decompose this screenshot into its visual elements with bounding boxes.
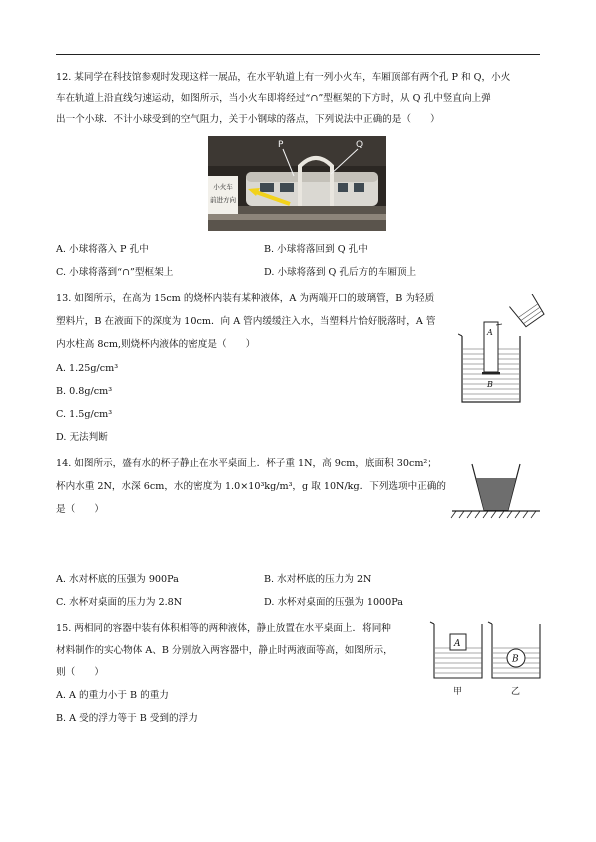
q13-label-a: A bbox=[487, 328, 493, 337]
q14-stem-line-1: 14. 如图所示，盛有水的杯子静止在水平桌面上．杯子重 1N，高 9cm，底面积 30cm²； bbox=[56, 458, 437, 469]
q15-containers-figure bbox=[428, 618, 548, 700]
q14-option-a: A. 水对杯底的压强为 900Pa bbox=[56, 574, 179, 585]
q12-train-photo bbox=[208, 136, 386, 231]
photo-caption-train: 小火车 bbox=[213, 183, 233, 191]
q12-option-b: B. 小球将落回到 Q 孔中 bbox=[264, 244, 368, 255]
q14-stem-line-3: 是（ ） bbox=[56, 504, 104, 515]
q13-option-b: B. 0.8g/cm³ bbox=[56, 386, 113, 397]
photo-caption-direction: 前进方向 bbox=[210, 196, 236, 204]
photo-label-p: P bbox=[278, 140, 284, 150]
q13-stem-line-1: 13. 如图所示，在高为 15cm 的烧杯内装有某种液体，A 为两端开口的玻璃管，B 为轻质 bbox=[56, 293, 435, 304]
q13-option-a: A. 1.25g/cm³ bbox=[56, 363, 119, 374]
q15-option-b: B. A 受的浮力等于 B 受到的浮力 bbox=[56, 713, 198, 724]
q13-stem-line-3: 内水柱高 8cm,则烧杯内液体的密度是（ ） bbox=[56, 339, 256, 350]
q15-label-b: B bbox=[512, 654, 519, 665]
q14-stem-line-2: 杯内水重 2N，水深 6cm，水的密度为 1.0×10³kg/m³，g 取 10N/kg．下列选项中正确的 bbox=[56, 481, 446, 492]
q15-option-a: A. A 的重力小于 B 的重力 bbox=[56, 690, 169, 701]
q13-option-c: C. 1.5g/cm³ bbox=[56, 409, 113, 420]
header-rule bbox=[56, 54, 540, 55]
q14-cup-figure bbox=[450, 460, 542, 522]
photo-label-q: Q bbox=[356, 140, 364, 150]
q14-option-d: D. 水杯对桌面的压强为 1000Pa bbox=[264, 597, 404, 608]
q12-stem-line-3: 出一个小球．不计小球受到的空气阻力，关于小钢球的落点，下列说法中正确的是（ ） bbox=[56, 114, 440, 125]
q15-label-a: A bbox=[454, 639, 461, 649]
q13-beaker-figure bbox=[458, 294, 548, 406]
q15-stem-line-3: 则（ ） bbox=[56, 667, 104, 678]
q13-stem-line-2: 塑料片，B 在液面下的深度为 10cm．向 A 管内缓缓注入水，当塑料片恰好脱落时，A 管 bbox=[56, 316, 436, 327]
q15-stem-line-2: 材料制作的实心物体 A、B 分别放入两容器中，静止时两液面等高，如图所示， bbox=[56, 645, 393, 656]
q13-option-d: D. 无法判断 bbox=[56, 432, 108, 443]
q15-label-jia: 甲 bbox=[453, 687, 463, 697]
q12-stem-line-2: 车在轨道上沿直线匀速运动，如图所示，当小火车即将经过“∩”型框架的下方时，从 Q 孔中竖直向上弹 bbox=[56, 93, 491, 104]
q13-label-b: B bbox=[487, 380, 493, 389]
q12-option-d: D. 小球将落到 Q 孔后方的车厢顶上 bbox=[264, 267, 417, 278]
q15-label-yi: 乙 bbox=[511, 687, 521, 697]
q14-option-c: C. 水杯对桌面的压力为 2.8N bbox=[56, 597, 183, 608]
q12-stem-line-1: 12. 某同学在科技馆参观时发现这样一展品，在水平轨道上有一列小火车，车厢顶部有两个孔 P 和 Q，小火 bbox=[56, 72, 511, 83]
q14-option-b: B. 水对杯底的压力为 2N bbox=[264, 574, 372, 585]
q12-option-a: A. 小球将落入 P 孔中 bbox=[56, 244, 149, 255]
q12-option-c: C. 小球将落到“∩”型框架上 bbox=[56, 267, 174, 278]
q15-stem-line-1: 15. 两相同的容器中装有体积相等的两种液体，静止放置在水平桌面上．将同种 bbox=[56, 623, 391, 634]
